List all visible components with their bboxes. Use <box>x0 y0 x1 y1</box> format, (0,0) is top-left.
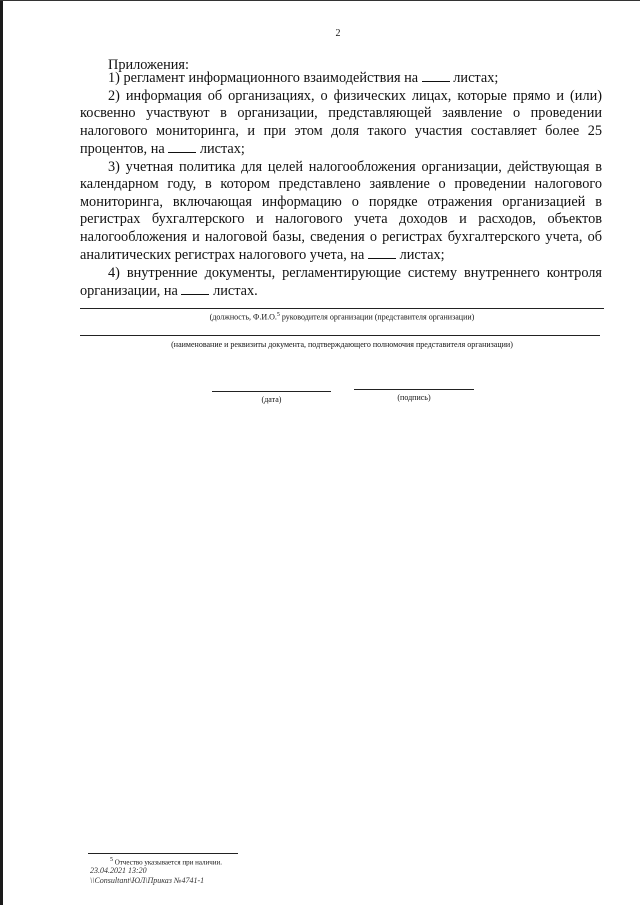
signature-caption: (подпись) <box>397 393 431 402</box>
position-name-line <box>80 308 604 309</box>
print-timestamp: 23.04.2021 13:20 <box>90 866 147 875</box>
position-name-caption: (должность, Ф.И.О.$^5$ руководителя организации (представителя организации) <box>209 312 475 322</box>
blank-field <box>368 246 396 259</box>
signature-line <box>354 389 474 390</box>
attachments-list <box>80 69 602 301</box>
blank-field <box>422 69 450 82</box>
attachment-item-1: 1) регламент информационного взаимодействия на листах; <box>108 70 499 86</box>
scan-edge <box>0 0 3 905</box>
attachment-item-4: 4) внутренние документы, регламентирующие систему внутреннего контроля организации, на листах. <box>80 264 602 299</box>
document-details-line <box>80 335 600 336</box>
print-file-path: \\Consultant\ЮЛ\Приказ №4741-1 <box>90 876 205 885</box>
date-line <box>212 391 331 392</box>
date-caption: (дата) <box>261 395 282 404</box>
page-number: 2 <box>335 28 341 39</box>
scan-edge-top <box>0 0 640 1</box>
footnote: $^5$ Отчество указывается при наличии. <box>110 857 223 867</box>
blank-field <box>168 140 196 153</box>
blank-field <box>181 282 209 295</box>
attachments-heading: Приложения: <box>108 57 189 73</box>
document-details-caption: (наименование и реквизиты документа, подтверждающего полномочия представителя организации) <box>171 340 513 349</box>
footnote-rule <box>88 853 238 854</box>
attachment-item-3: 3) учетная политика для целей налогообложения организации, действующая в календарном году, в котором представлено заявление о проведении налогового мониторинга, включающая информацию о порядке отражения организацией в регистрах бухгалтерского и налогового учета доходов и расходов, объектов налогообложения и налоговой базы, сведения о регистрах бухгалтерского учета, об аналитических регистрах налогового учета, на листах; <box>80 158 602 263</box>
attachment-item-2: 2) информация об организациях, о физических лицах, которые прямо и (или) косвенно участвуют в организации, представляющей заявление о проведении налогового мониторинга, и при этом доля такого участия составляет более 25 процентов, на листах; <box>80 87 602 157</box>
